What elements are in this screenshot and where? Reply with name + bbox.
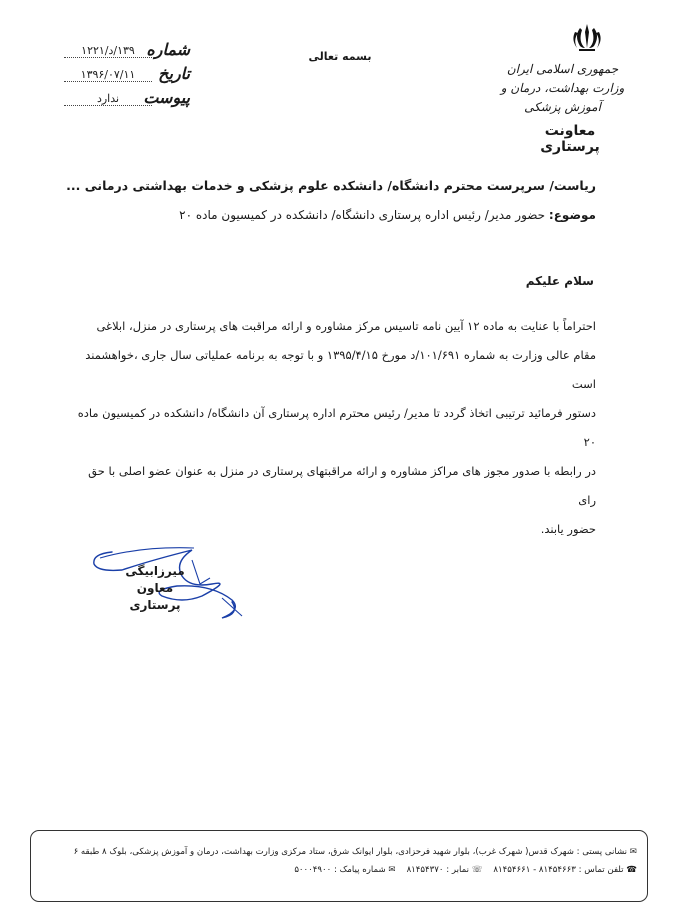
- recipient-line: ریاست/ سرپرست محترم دانشگاه/ دانشکده علوم پزشکی و خدمات بهداشتی درمانی ...: [66, 178, 596, 193]
- letter-date-row: [60, 64, 190, 86]
- letter-attachment-row: [60, 88, 190, 110]
- ministry-line-2: وزارت بهداشت، درمان و آموزش پزشکی: [500, 81, 625, 114]
- sms-icon: ✉: [388, 865, 396, 875]
- footer-sms: شماره پیامک : ۵۰۰۰۴۹۰۰: [294, 865, 386, 875]
- number-value: ۱۳۹/د/۱۲۲۱: [64, 44, 152, 58]
- body-line: مقام عالی وزارت به شماره ۱۰۱/۶۹۱/د مورخ ۱۳۹۵/۴/۱۵ و با توجه به برنامه عملیاتی سال جاری ،خواهشمند است: [85, 348, 596, 391]
- footer-address-line: [41, 847, 637, 857]
- body-line: در رابطه با صدور مجوز های مراکز مشاوره و ارائه مراقبتهای پرستاری در منزل به عنوان عضو اصلی با حق رای: [88, 464, 596, 507]
- letter-body: [76, 312, 596, 544]
- footer-fax: نمابر : ۸۱۴۵۴۳۷۰: [406, 865, 469, 875]
- attachment-label: پیوست: [143, 88, 190, 107]
- subject-line: [179, 208, 596, 222]
- date-label: تاریخ: [158, 64, 190, 83]
- number-label: شماره: [146, 40, 190, 59]
- location-icon: ✉: [629, 847, 637, 857]
- footer-address: نشانی پستی : شهرک قدس( شهرک غرب)، بلوار شهید فرحزادی، بلوار ایوانک شرق، ستاد مرکزی وزارت بهداشت، درمان و آموزش پزشکی، بلوک ۸ طبقه ۶: [73, 847, 628, 857]
- signatory-title: معاون پرستاری: [129, 581, 181, 612]
- body-line: حضور یابند.: [540, 522, 596, 536]
- fax-icon: ☏: [471, 865, 483, 875]
- deputy-title: معاونت پرستاری: [540, 123, 600, 155]
- attachment-value: ندارد: [64, 92, 152, 106]
- footer-phone: تلفن تماس : ۸۱۴۵۴۶۶۳ - ۸۱۴۵۴۶۶۱: [493, 865, 624, 875]
- greeting: سلام علیکم: [525, 274, 594, 288]
- subject-label: موضوع:: [548, 208, 596, 222]
- footer-box: [30, 830, 648, 902]
- footer-contact-line: [41, 865, 637, 875]
- ministry-line-1: جمهوری اسلامی ایران: [506, 62, 619, 76]
- bismillah: بسمه تعالی: [308, 50, 372, 63]
- letter-number-row: [60, 40, 190, 62]
- body-line: احتراماً با عنایت به ماده ۱۲ آیین نامه تاسیس مرکز مشاوره و ارائه مراقبت های پرستاری در منزل، ابلاغی: [96, 319, 596, 333]
- signatory-name: میرزابیگی: [125, 564, 185, 578]
- subject-text: حضور مدیر/ رئیس اداره پرستاری دانشگاه/ دانشکده در کمیسیون ماده ۲۰: [179, 208, 546, 222]
- iran-emblem-icon: [570, 22, 604, 56]
- signatory: [115, 563, 195, 614]
- date-value: ۱۳۹۶/۰۷/۱۱: [64, 68, 152, 82]
- body-line: دستور فرمائید ترتیبی اتخاذ گردد تا مدیر/ رئیس محترم اداره پرستاری آن دانشگاه/ دانشکده در کمیسیون ماده ۲۰: [77, 406, 596, 449]
- phone-icon: ☎: [626, 865, 637, 875]
- ministry-name: [500, 60, 625, 117]
